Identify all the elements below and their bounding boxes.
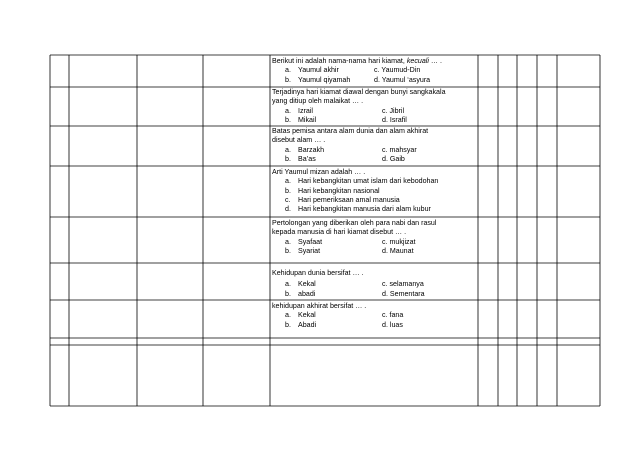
option-a: a. Kekal	[285, 311, 316, 320]
question-stem: yang ditiup oleh malaikat … .	[272, 97, 364, 106]
stem-emphasis: kecuali	[406, 57, 429, 65]
option-a: a. Kekal	[285, 280, 316, 289]
option-a: a. Izrail	[285, 106, 313, 115]
question-2	[272, 88, 478, 125]
option-row	[272, 76, 478, 85]
option-b: b. Abadi	[285, 320, 317, 329]
option-c: c. mahsyar	[382, 145, 417, 154]
option-row	[272, 280, 478, 289]
stem-text: Berikut ini adalah nama-nama hari kiamat,	[272, 57, 407, 65]
option-c: c. selamanya	[382, 280, 424, 289]
list-item: a. Hari kebangkitan umat islam dari kebodohan	[285, 177, 439, 186]
question-7	[272, 302, 478, 330]
question-stem: kehidupan akhirat bersifat … .	[272, 302, 367, 310]
question-stem: disebut alam … .	[272, 136, 326, 145]
option-a: a. Syafaat	[285, 237, 323, 246]
question-5	[272, 219, 478, 256]
question-3	[272, 127, 478, 164]
option-row	[272, 238, 478, 247]
option-d: d. luas	[382, 320, 403, 329]
question-stem: Terjadinya hari kiamat diawal dengan bunyi sangkakala	[272, 88, 446, 96]
option-row	[272, 107, 478, 116]
question-stem	[272, 57, 478, 66]
question-4	[272, 168, 478, 214]
option-c: c. Jibril	[382, 106, 405, 115]
option-d: d. Gaib	[382, 154, 405, 163]
option-d: d. Yaumul ‘asyura	[374, 75, 431, 84]
list-item: b. Hari kebangkitan nasional	[285, 186, 380, 195]
option-row	[272, 66, 478, 75]
option-a: a. Barzakh	[285, 145, 325, 154]
option-row	[272, 290, 478, 299]
option-b: b. Syariat	[285, 246, 321, 255]
option-row	[272, 311, 478, 320]
option-b: b. Mikail	[285, 115, 317, 124]
option-row	[272, 247, 478, 256]
question-stem: Pertolongan yang diberikan oleh para nabi dan rasul	[272, 219, 437, 227]
option-b: b. Ba’as	[285, 154, 316, 163]
question-1	[272, 57, 478, 85]
option-d: d. Sementara	[382, 289, 425, 298]
option-c: c. fana	[382, 311, 404, 320]
option-row	[272, 321, 478, 330]
option-b: b. abadi	[285, 289, 316, 298]
option-c: c. mukjizat	[382, 237, 416, 246]
question-stem: Batas pemisa antara alam dunia dan alam akhirat	[272, 127, 429, 135]
stem-text-end: … .	[428, 57, 442, 65]
question-stem: Arti Yaumul mizan adalah … .	[272, 168, 366, 176]
question-stem: kepada manusia di hari kiamat disebut … .	[272, 228, 407, 237]
option-c: c. Yaumud-Din	[374, 66, 421, 75]
list-item: d. Hari kebangkitan manusia dari alam kubur	[285, 205, 431, 214]
option-row	[272, 155, 478, 164]
option-a: a. Yaumul akhir	[285, 66, 339, 75]
question-stem: Kehidupan dunia bersifat … .	[272, 269, 364, 277]
option-b: b. Yaumul qiyamah	[285, 75, 351, 84]
option-d: d. Israfil	[382, 115, 407, 124]
option-row	[272, 116, 478, 125]
option-row	[272, 146, 478, 155]
option-d: d. Maunat	[382, 246, 414, 255]
question-6	[272, 269, 478, 299]
list-item: c. Hari pemeriksaan amal manusia	[285, 195, 400, 204]
